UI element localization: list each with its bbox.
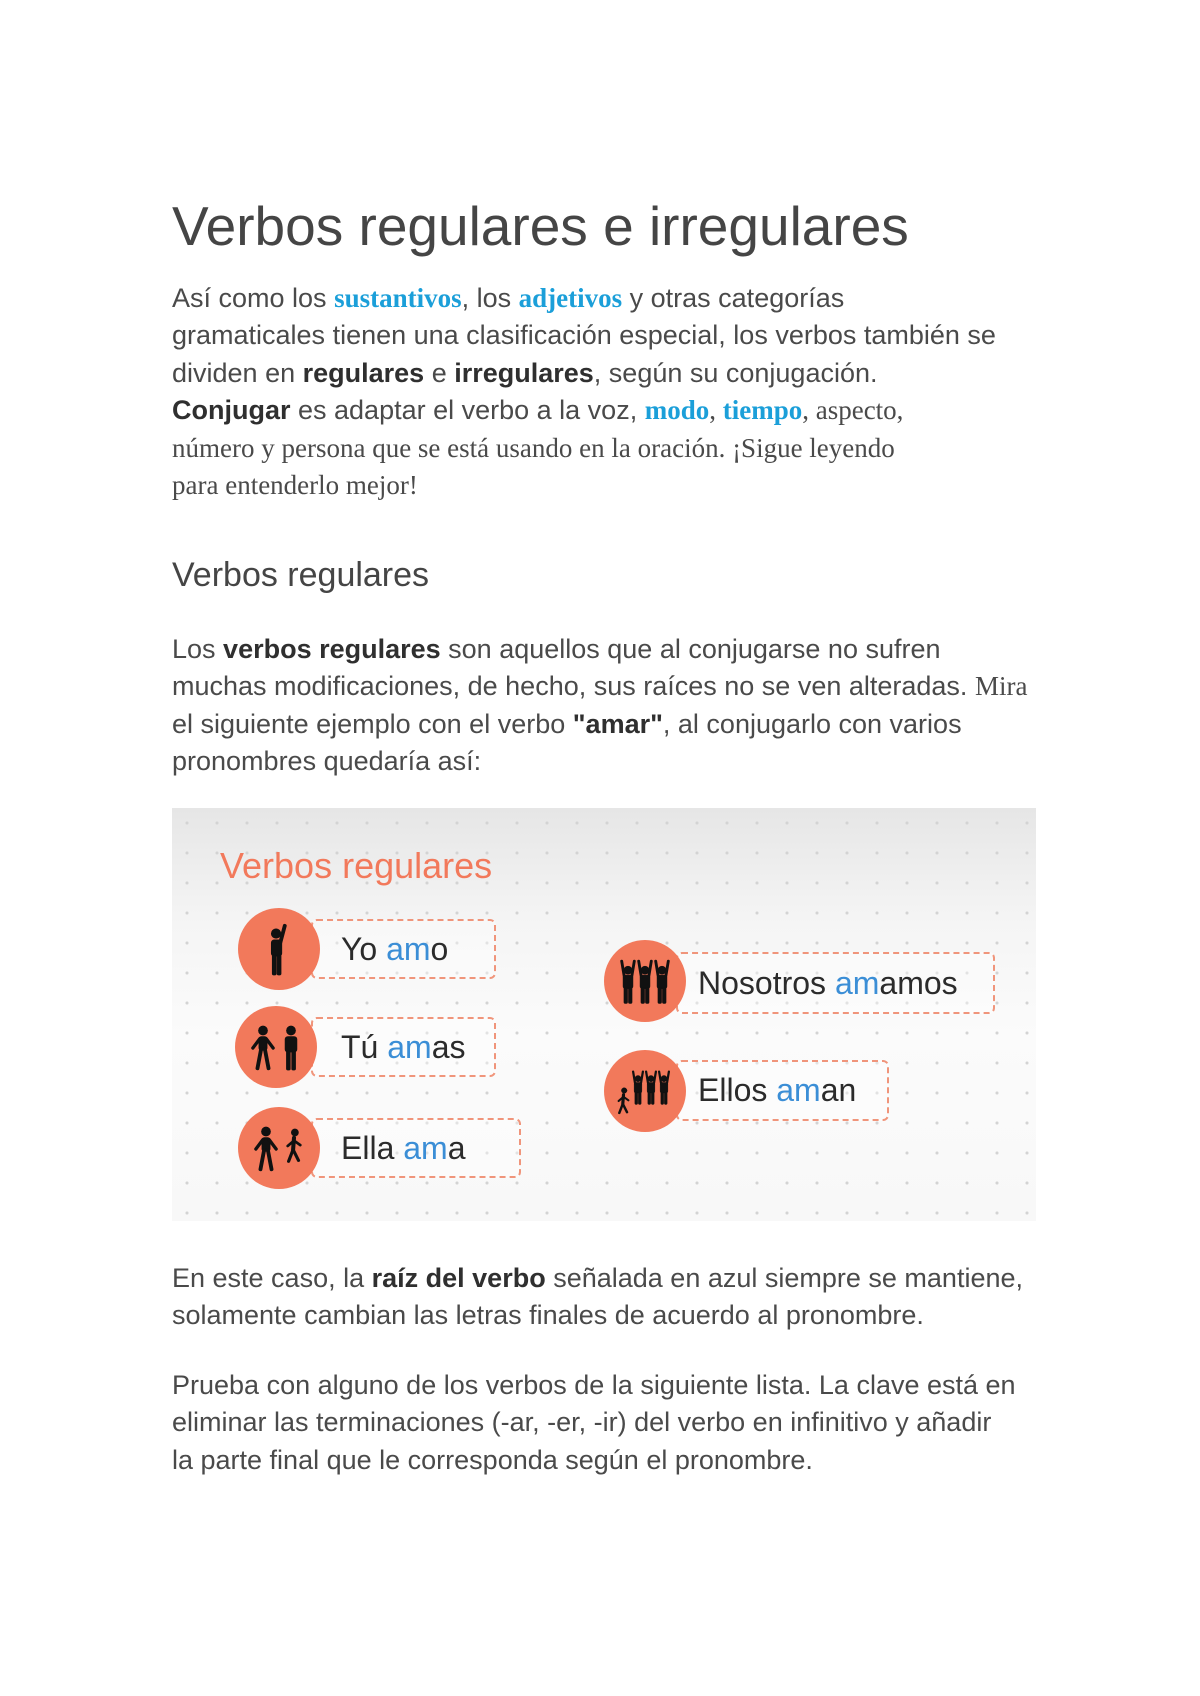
text-run: Prueba con alguno de los verbos de la siguiente lista. La clave está en <box>172 1370 1016 1400</box>
conjugation-card <box>676 952 995 1014</box>
pronoun: Ellos <box>698 1072 768 1108</box>
intro-paragraph <box>172 280 996 504</box>
text-run: número y persona que se está usando en la oración. ¡Sigue leyendo <box>172 432 895 463</box>
word-gap <box>826 965 835 1002</box>
text-run: En este caso, la <box>172 1263 372 1293</box>
text-run: pronombres quedaría así: <box>172 746 482 777</box>
verb-ending: as <box>431 1028 466 1065</box>
word-gap <box>767 1072 776 1109</box>
bold-term-verbos-regulares: verbos regulares <box>223 634 441 664</box>
text-run: , al conjugarlo con varios <box>662 708 962 739</box>
conjugation-card <box>311 1118 521 1178</box>
text-line <box>172 706 1027 743</box>
group-cheering-glyph <box>614 953 676 1009</box>
word-gap <box>394 1130 403 1167</box>
text-run: , según su conjugación. <box>593 357 878 388</box>
two-people-glyph <box>245 1019 307 1075</box>
text-line <box>172 355 996 392</box>
text-line <box>172 631 1027 668</box>
verb-root: am <box>403 1129 448 1166</box>
bold-term-conjugar: Conjugar <box>172 395 291 426</box>
bold-term-amar: "amar" <box>572 708 663 739</box>
illustration-title: Verbos regulares <box>220 845 493 886</box>
text-line <box>172 467 996 504</box>
person-and-child-icon <box>238 1107 320 1189</box>
verb-root: am <box>776 1072 821 1108</box>
link-modo[interactable]: modo <box>644 395 710 426</box>
text-run: Los <box>172 634 224 664</box>
bold-term-raiz-del-verbo: raíz del verbo <box>371 1263 546 1293</box>
verb-root: am <box>387 1028 432 1065</box>
group-with-person-glyph <box>614 1063 676 1119</box>
link-tiempo[interactable]: tiempo <box>722 395 803 426</box>
pronoun: Ella <box>341 1129 395 1166</box>
pronoun: Tú <box>341 1028 379 1065</box>
bold-term-regulares: regulares <box>302 357 425 388</box>
conjugation-illustration <box>172 808 1036 1221</box>
text-run: e <box>424 357 455 388</box>
conjugation-card <box>311 919 496 979</box>
text-line <box>172 392 996 429</box>
explanation-paragraph <box>172 1260 1023 1335</box>
group-with-person-icon <box>604 1050 686 1132</box>
text-line <box>172 743 1027 780</box>
verb-ending: an <box>820 1072 857 1108</box>
regulares-paragraph <box>172 631 1027 781</box>
text-run: eliminar las terminaciones (-ar, -er, -ir) del verbo en infinitivo y añadir <box>172 1407 992 1438</box>
text-run: muchas modificaciones, de hecho, sus raíces no se ven alteradas. <box>172 671 975 702</box>
text-line <box>172 1297 1023 1334</box>
verb-ending: amos <box>879 964 958 1001</box>
text-line <box>172 430 996 467</box>
pronoun: Nosotros <box>698 964 827 1001</box>
pronoun: Yo <box>341 930 378 967</box>
text-run: dividen en <box>172 357 303 388</box>
text-run: , <box>709 395 723 426</box>
person-raising-hand-icon <box>238 908 320 990</box>
text-run: la parte final que le corresponda según el pronombre. <box>172 1444 813 1475</box>
exercise-paragraph <box>172 1367 1016 1479</box>
group-cheering-icon <box>604 940 686 1022</box>
section-heading: Verbos regulares <box>172 556 430 594</box>
text-line <box>172 1260 1023 1297</box>
text-line <box>172 668 1027 705</box>
word-gap <box>378 1029 387 1066</box>
text-line <box>172 280 996 317</box>
verb-ending: o <box>430 930 449 967</box>
verb-ending: a <box>447 1129 466 1166</box>
page-title: Verbos regulares e irregulares <box>172 195 909 257</box>
text-line <box>172 1367 1016 1404</box>
text-run: y otras categorías <box>622 283 845 313</box>
verb-root: am <box>834 964 880 1001</box>
text-run: gramaticales tienen una clasificación especial, los verbos también se <box>172 320 996 351</box>
two-people-icon <box>235 1006 317 1088</box>
text-run: Así como los <box>172 283 335 313</box>
verb-root: am <box>386 930 431 967</box>
text-run: solamente cambian las letras finales de acuerdo al pronombre. <box>172 1300 924 1331</box>
text-line <box>172 1404 1016 1441</box>
word-gap <box>377 931 386 968</box>
text-run: son aquellos que al conjugarse no sufren <box>440 634 941 664</box>
text-run: señalada en azul siempre se mantiene, <box>545 1263 1023 1293</box>
bold-term-irregulares: irregulares <box>454 357 594 388</box>
text-run: , aspecto, <box>802 395 904 426</box>
text-line <box>172 1442 1016 1479</box>
text-run: el siguiente ejemplo con el verbo <box>172 708 573 739</box>
conjugation-card <box>311 1017 496 1077</box>
text-run: Mira <box>974 671 1028 702</box>
text-run: es adaptar el verbo a la voz, <box>290 395 645 426</box>
text-run: , los <box>461 283 519 313</box>
link-sustantivos[interactable]: sustantivos <box>334 283 462 313</box>
person-and-child-glyph <box>248 1120 310 1176</box>
conjugation-card <box>676 1060 889 1121</box>
text-line <box>172 317 996 354</box>
link-adjetivos[interactable]: adjetivos <box>518 283 623 313</box>
text-run: para entenderlo mejor! <box>172 469 418 500</box>
person-raising-hand-glyph <box>248 921 310 977</box>
